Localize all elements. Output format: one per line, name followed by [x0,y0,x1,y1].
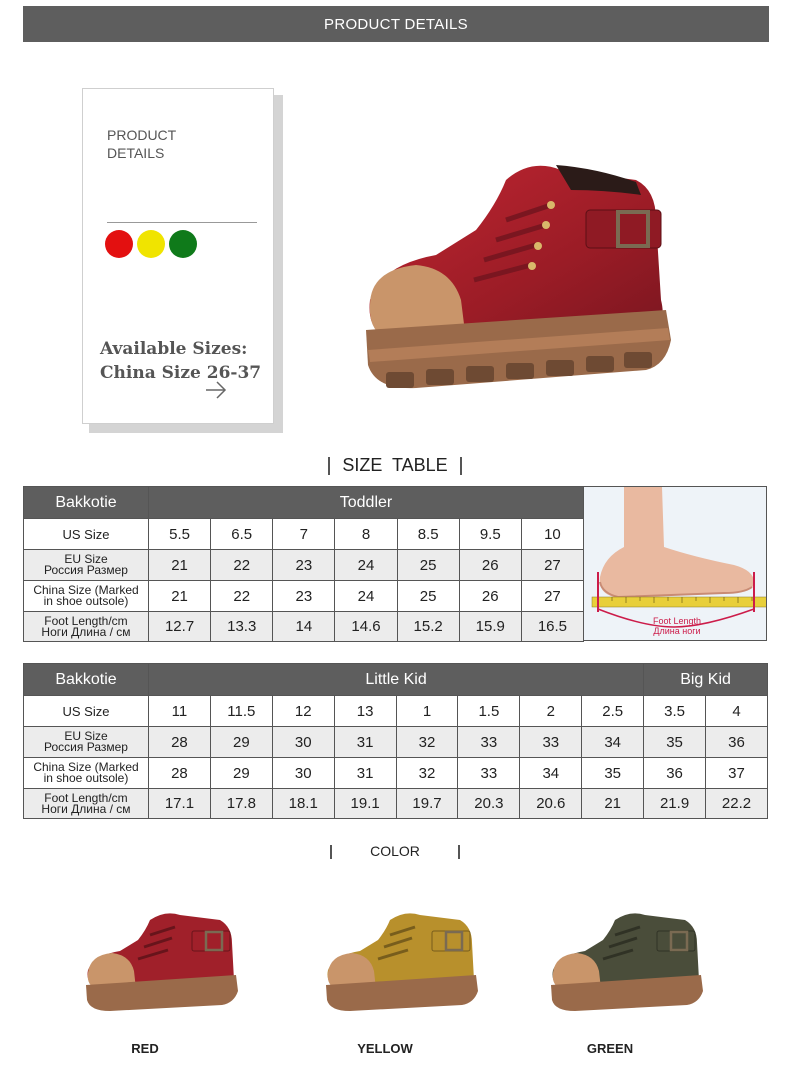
us-cell: 2.5 [582,696,644,727]
boot-green-image [545,905,715,1015]
us-cell: 1 [396,696,458,727]
china-size-label-2: in shoe outsole) [43,771,129,785]
card-divider [107,222,257,223]
boot-yellow-image [320,905,490,1015]
foot-cell: 14.6 [335,612,397,642]
foot-cell: 14 [273,612,335,642]
china-size-label-1: China Size (Marked [33,583,139,597]
us-cell: 3.5 [644,696,706,727]
size-table-title-text: SIZE TABLE [342,455,448,475]
us-cell: 6.5 [211,519,273,550]
color-variant-yellow[interactable] [320,905,490,1015]
kid-eu-row [24,727,768,758]
big-kid-header: Big Kid [644,664,768,696]
eu-cell: 36 [706,727,768,758]
foot-cell: 15.2 [397,612,459,642]
cn-cell: 29 [210,758,272,789]
eu-cell: 27 [521,550,583,581]
cn-cell: 27 [521,581,583,612]
toddler-us-row [24,519,584,550]
cn-cell: 30 [272,758,334,789]
foot-photo-caption-1: Foot Length [652,616,702,626]
color-dot-red[interactable] [105,230,133,258]
cn-cell: 35 [582,758,644,789]
china-size-label [24,581,149,612]
eu-cell: 28 [149,727,211,758]
eu-cell: 23 [273,550,335,581]
color-variant-red[interactable] [80,905,250,1015]
cn-cell: 23 [273,581,335,612]
eu-cell: 26 [459,550,521,581]
foot-length-label-2: Ноги Длина / см [41,624,131,639]
us-cell: 1.5 [458,696,520,727]
foot-cell: 12.7 [149,612,211,642]
eu-cell: 33 [458,727,520,758]
us-cell: 9.5 [459,519,521,550]
foot-cell: 16.5 [521,612,583,642]
color-dot-yellow[interactable] [137,230,165,258]
china-size-label-1: China Size (Marked [33,760,139,774]
foot-cell: 13.3 [211,612,273,642]
size-table-title [0,455,790,476]
product-details-card [82,88,274,424]
us-cell: 13 [334,696,396,727]
eu-cell: 29 [210,727,272,758]
color-dot-green[interactable] [169,230,197,258]
cn-cell: 31 [334,758,396,789]
cn-cell: 28 [149,758,211,789]
toddler-foot-row [24,612,584,642]
title-bar-right [460,457,462,475]
cn-cell: 21 [149,581,211,612]
foot-length-label-1: Foot Length/cm [44,790,128,805]
eu-size-label-2: Россия Размер [44,563,128,577]
us-cell: 8 [335,519,397,550]
foot-cell: 20.3 [458,789,520,819]
foot-cell: 17.8 [210,789,272,819]
boot-red-image [80,905,250,1015]
eu-cell: 24 [335,550,397,581]
product-details-banner [23,6,769,42]
eu-size-label-1: EU Size [64,729,108,743]
eu-cell: 33 [520,727,582,758]
toddler-size-table [23,486,584,642]
eu-cell: 35 [644,727,706,758]
foot-cell: 21 [582,789,644,819]
foot-length-label-2: Ноги Длина / см [41,801,131,816]
kid-cn-row [24,758,768,789]
us-cell: 10 [521,519,583,550]
us-cell: 5.5 [149,519,211,550]
us-cell: 12 [272,696,334,727]
kid-brand-cell: Bakkotie [24,664,149,696]
available-sizes-line2: China Size 26-37 [100,363,262,383]
foot-cell: 15.9 [459,612,521,642]
cn-cell: 36 [644,758,706,789]
card-title [107,126,227,162]
foot-length-label-1: Foot Length/cm [44,613,128,628]
color-label-green: GREEN [586,1041,634,1056]
foot-cell: 20.6 [520,789,582,819]
color-title-bar-left [330,845,332,859]
arrow-right-icon[interactable] [205,381,227,399]
us-cell: 7 [273,519,335,550]
cn-cell: 22 [211,581,273,612]
cn-cell: 37 [706,758,768,789]
kid-size-table [23,663,768,819]
us-size-label: US Size [24,696,149,727]
cn-cell: 26 [459,581,521,612]
eu-cell: 31 [334,727,396,758]
eu-size-label [24,727,149,758]
cn-cell: 25 [397,581,459,612]
china-size-label [24,758,149,789]
eu-cell: 32 [396,727,458,758]
foot-cell: 21.9 [644,789,706,819]
color-title-bar-right [458,845,460,859]
available-sizes-line1: Available Sizes: [100,339,248,359]
eu-size-label-1: EU Size [64,552,108,566]
foot-cell: 19.7 [396,789,458,819]
us-cell: 11 [149,696,211,727]
foot-measure-photo [583,486,767,641]
us-cell: 4 [706,696,768,727]
toddler-cn-row [24,581,584,612]
color-section-title [0,843,790,859]
card-title-line1: PRODUCT [107,127,177,143]
toddler-brand-cell: Bakkotie [24,487,149,519]
us-cell: 11.5 [210,696,272,727]
color-variant-green[interactable] [545,905,715,1015]
little-kid-header: Little Kid [149,664,644,696]
banner-title: PRODUCT DETAILS [324,15,468,33]
eu-cell: 30 [272,727,334,758]
foot-length-label [24,789,149,819]
eu-cell: 22 [211,550,273,581]
us-cell: 2 [520,696,582,727]
foot-cell: 18.1 [272,789,334,819]
foot-cell: 17.1 [149,789,211,819]
title-bar-left [328,457,330,475]
eu-cell: 34 [582,727,644,758]
cn-cell: 32 [396,758,458,789]
foot-photo-caption [642,616,712,636]
eu-size-label-2: Россия Размер [44,740,128,754]
us-cell: 8.5 [397,519,459,550]
eu-cell: 21 [149,550,211,581]
china-size-label-2: in shoe outsole) [43,594,129,608]
foot-cell: 22.2 [706,789,768,819]
hero-boot-image [356,150,686,405]
foot-cell: 19.1 [334,789,396,819]
color-section-title-text: COLOR [370,843,420,859]
us-size-label: US Size [24,519,149,550]
color-label-red: RED [131,1041,159,1056]
toddler-group-header: Toddler [149,487,584,519]
foot-length-label [24,612,149,642]
foot-photo-caption-2: Длина ноги [653,626,701,636]
cn-cell: 34 [520,758,582,789]
kid-foot-row [24,789,768,819]
card-title-line2: DETAILS [107,145,165,161]
toddler-eu-row [24,550,584,581]
cn-cell: 33 [458,758,520,789]
kid-us-row [24,696,768,727]
color-label-yellow: YELLOW [357,1041,413,1056]
eu-cell: 25 [397,550,459,581]
cn-cell: 24 [335,581,397,612]
eu-size-label [24,550,149,581]
available-sizes [100,337,261,385]
